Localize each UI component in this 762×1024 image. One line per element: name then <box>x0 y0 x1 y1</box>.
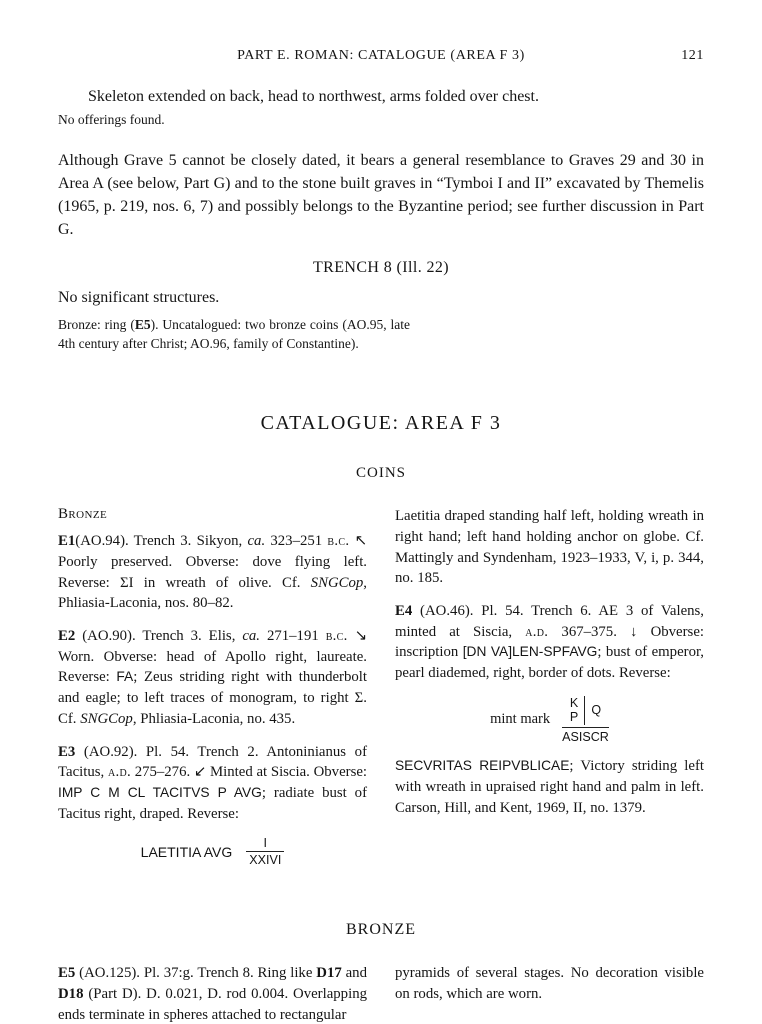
trench8-finds-note: Bronze: ring (E5). Uncatalogued: two bronze coins (AO.95, late 4th century after Christ; AO.96, family of Constantine). <box>58 317 410 352</box>
grave5-discussion: Although Grave 5 cannot be closely dated, it bears a general resemblance to Graves 29 and 30 in Area A (see below, Part G) and to the stone built graves in “Tymboi I and II” excavated by Themelis (1965, p. 219, nos. 6, 7) and possibly belongs to the Byzantine period; see further discussion in Part G. <box>58 151 704 238</box>
page-number: 121 <box>681 48 704 63</box>
coins-left-column <box>58 506 367 875</box>
laetitia-legend-text: LAETITIA AVG <box>140 843 233 860</box>
mintmark-label: mint mark <box>490 711 551 728</box>
officina-numerator: I <box>263 836 268 851</box>
e3-reverse-legend <box>58 836 367 867</box>
catalogue-heading: CATALOGUE: AREA F 3 <box>260 412 502 435</box>
officina-mark-fraction <box>246 836 284 867</box>
exergue-asiscr: ASISCR <box>562 727 609 744</box>
bronze-right-column <box>395 963 704 1024</box>
mintmark-p: P <box>569 710 579 725</box>
mintmark-k: K <box>569 695 579 710</box>
mintmark-q: Q <box>591 703 602 718</box>
e4-mintmark <box>395 696 704 744</box>
entry-e5: E5 (AO.125). Pl. 37:g. Trench 8. Ring like D17 and D18 (Part D). D. 0.021, D. rod 0.004. Overlapping ends terminate in spheres attached to rectangular <box>58 965 367 1023</box>
entry-e2: E2 (AO.90). Trench 3. Elis, ca. 271–191 b.c. ↘ Worn. Obverse: head of Apollo right, laureate. Reverse: FA; Zeus striding right with thunderbolt and eagle; to left traces of monogram, to right Σ. Cf. SNGCop, Phliasia-Laconia, no. 435. <box>58 627 368 727</box>
trench8-heading: TRENCH 8 (Ill. 22) <box>312 259 450 277</box>
mintmark-diagram <box>562 696 609 744</box>
entry-e5-continuation: pyramids of several stages. No decoration visible on rods, which are worn. <box>395 965 704 1002</box>
bronze-section-heading: BRONZE <box>346 921 416 939</box>
entry-e4-continuation: SECVRITAS REIPVBLICAE; Victory striding left with wreath in upraised right hand and palm in left. Carson, Hill, and Kent, 1969, II, no. 1379. <box>395 758 704 816</box>
bronze-left-column <box>58 963 367 1024</box>
mintmark-left-field <box>570 696 584 725</box>
coins-columns <box>58 506 704 875</box>
coins-right-column <box>395 506 704 875</box>
exergue-xxivi: XXIVI <box>246 851 284 867</box>
running-head <box>58 48 704 64</box>
coins-section-heading: COINS <box>355 465 406 482</box>
mintmark-fields <box>562 696 609 727</box>
bronze-columns <box>58 963 704 1024</box>
entry-e1: E1(AO.94). Trench 3. Sikyon, ca. 323–251 b.c. ↖ Poorly preserved. Obverse: dove flying left. Reverse: ΣΙ in wreath of olive. Cf. SNGCop, Phliasia-Laconia, nos. 80–82. <box>58 533 368 612</box>
entry-e4: E4 (AO.46). Pl. 54. Trench 6. AE 3 of Valens, minted at Siscia, a.d. 367–375. ↓ Obverse: inscription [DN VA]LEN-SPFAVG; bust of emperor, pearl diademed, right, border of dots. Reverse: <box>395 602 705 682</box>
entry-e3: E3 (AO.92). Pl. 54. Trench 2. Antoninianus of Tacitus, a.d. 275–276. ↙ Minted at Siscia. Obverse: IMP C M CL TACITVS P AVG; radiate bust of Tacitus right, draped. Reverse: <box>58 743 368 822</box>
skeleton-description: Skeleton extended on back, head to northwest, arms folded over chest. <box>88 88 539 105</box>
no-structures-note: No significant structures. <box>58 289 220 307</box>
page-header-title: PART E. ROMAN: CATALOGUE (AREA F 3) <box>237 48 525 63</box>
offerings-note: No offerings found. <box>58 112 165 127</box>
bronze-material-label: Bronze <box>58 506 108 523</box>
entry-e3-continuation: Laetitia draped standing half left, holding wreath in right hand; left hand holding anchor on globe. Cf. Mattingly and Syndenham, 1923–1933, V, i, p. 344, no. 185. <box>395 508 704 587</box>
